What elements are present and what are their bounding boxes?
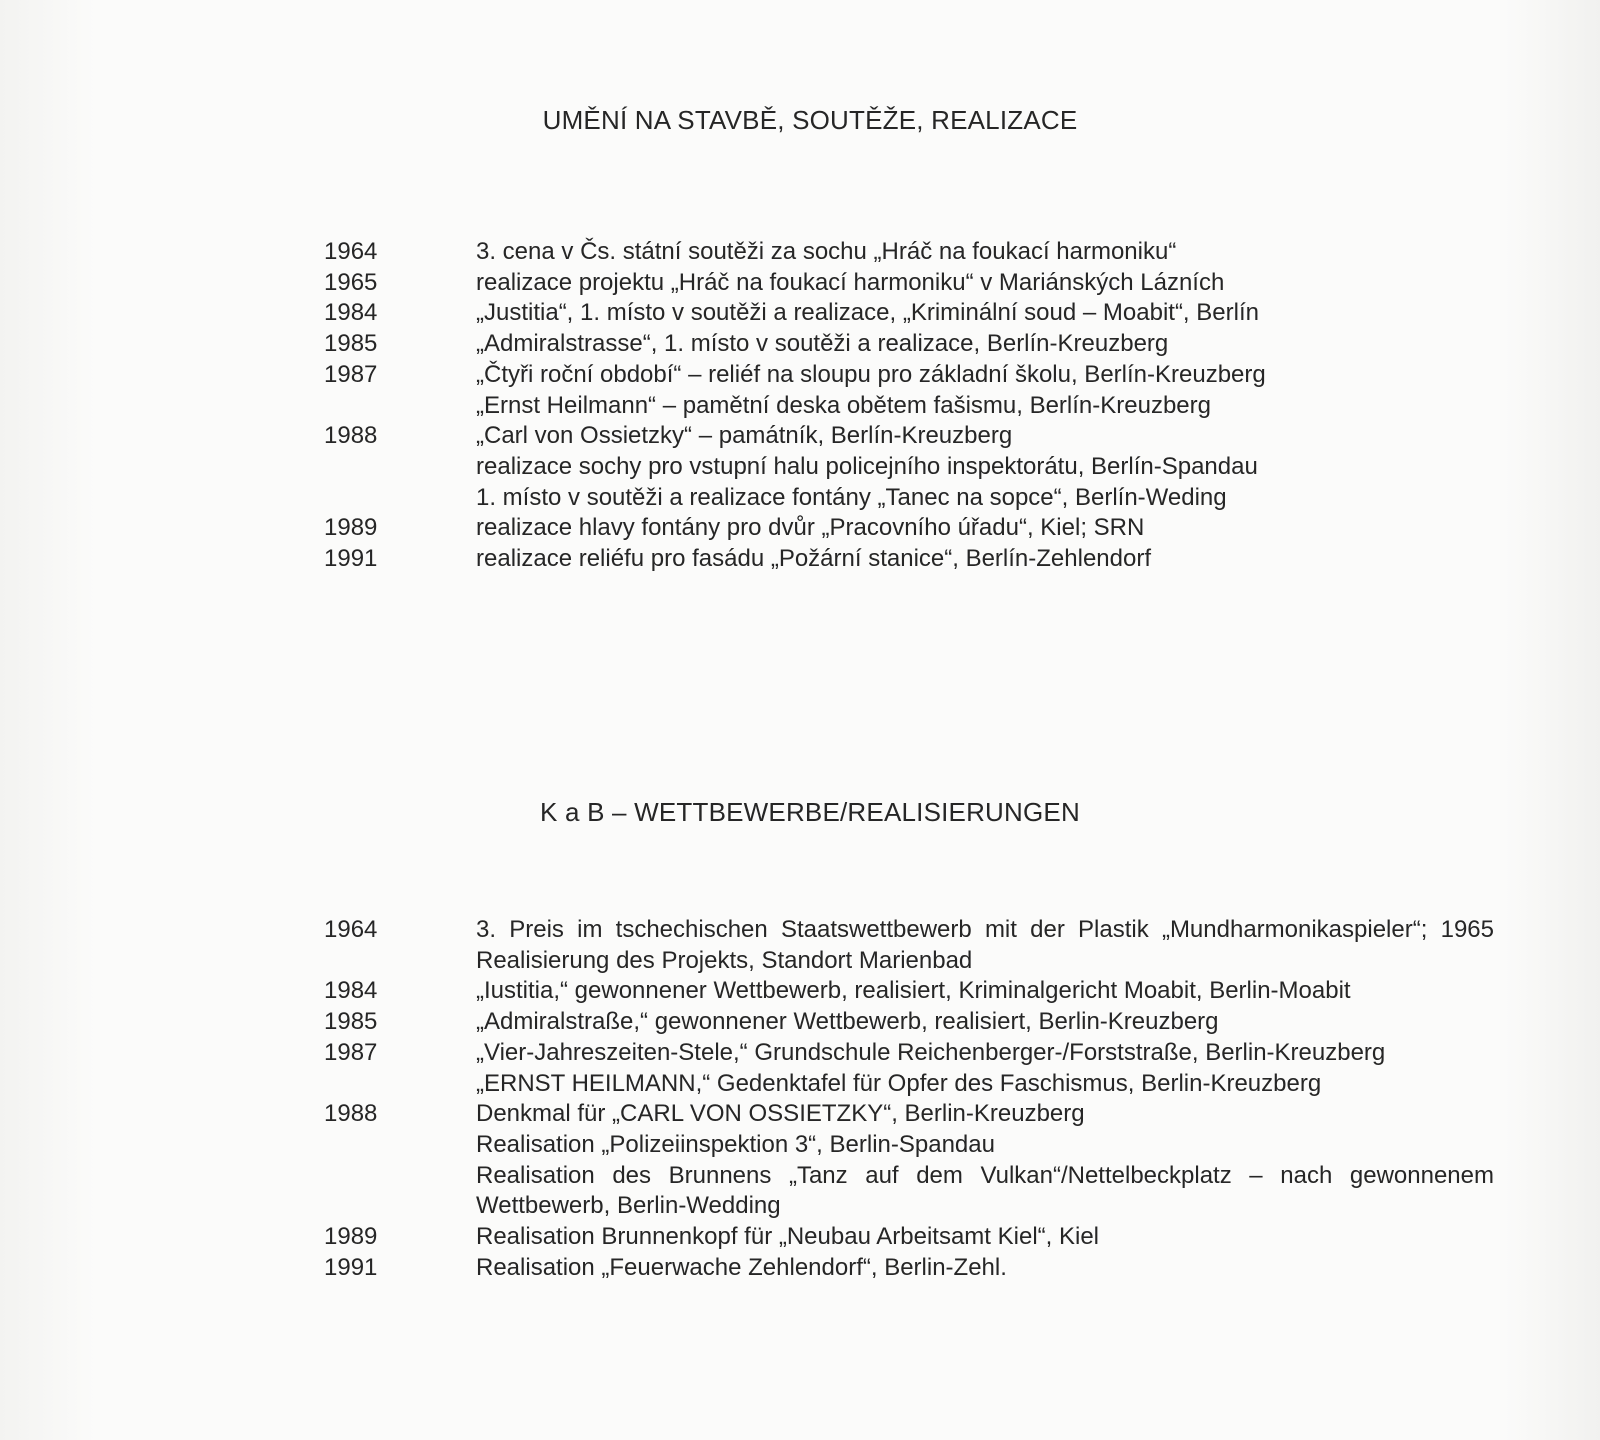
section-heading-czech: UMĚNÍ NA STAVBĚ, SOUTĚŽE, REALIZACE — [542, 105, 1078, 135]
entry-text: „Ernst Heilmann“ – pamětní deska obětem fašismu, Berlín-Kreuzberg — [476, 391, 1211, 419]
entry-text: realizace sochy pro vstupní halu policejního inspektorátu, Berlín-Spandau — [476, 452, 1258, 480]
entry-year: 1989 — [324, 1223, 378, 1251]
entry-year: 1989 — [324, 514, 378, 542]
entry-text: 1. místo v soutěži a realizace fontány „Tanec na sopce“, Berlín-Weding — [476, 483, 1227, 511]
entry-row — [324, 976, 1494, 1007]
section-heading-german: K a B – WETTBEWERBE/REALISIERUNGEN — [540, 797, 1080, 827]
entry-text: Realisation des Brunnens „Tanz auf dem Vulkan“/Nettelbeckplatz – nach gewonnenem Wettbewerb, Berlin-Wedding — [476, 1161, 1494, 1220]
entry-text: realizace reliéfu pro fasádu „Požární stanice“, Berlín-Zehlendorf — [476, 545, 1151, 573]
entry-year: 1991 — [324, 1253, 378, 1281]
entry-row — [324, 237, 1494, 268]
entry-text: „Vier-Jahreszeiten-Stele,“ Grundschule Reichenberger-/Forststraße, Berlin-Kreuzberg — [476, 1038, 1386, 1066]
entry-row — [324, 1130, 1494, 1161]
entry-row — [324, 329, 1494, 360]
entry-row — [324, 1099, 1494, 1130]
entry-text: „ERNST HEILMANN,“ Gedenktafel für Opfer des Faschismus, Berlin-Kreuzberg — [476, 1069, 1322, 1097]
entry-text: „Justitia“, 1. místo v soutěži a realizace, „Kriminální soud – Moabit“, Berlín — [476, 299, 1259, 327]
entry-row — [324, 1161, 1494, 1222]
entry-year: 1985 — [324, 1008, 378, 1036]
entry-text: „Iustitia,“ gewonnener Wettbewerb, realisiert, Kriminalgericht Moabit, Berlin-Moabit — [476, 977, 1351, 1005]
entry-row — [324, 513, 1494, 544]
entry-year: 1988 — [324, 1100, 378, 1128]
entry-text: „Admiralstraße,“ gewonnener Wettbewerb, realisiert, Berlin-Kreuzberg — [476, 1008, 1219, 1036]
entry-year: 1991 — [324, 545, 378, 573]
entry-text: Realisation „Polizeiinspektion 3“, Berlin-Spandau — [476, 1130, 995, 1158]
entry-row — [324, 915, 1494, 976]
entry-year: 1964 — [324, 916, 378, 943]
entry-text: Denkmal für „CARL VON OSSIETZKY“, Berlin-Kreuzberg — [476, 1100, 1085, 1128]
entry-row — [324, 1007, 1494, 1038]
entry-text: Realisation „Feuerwache Zehlendorf“, Berlin-Zehl. — [476, 1253, 1007, 1281]
entry-row — [324, 298, 1494, 329]
entry-row — [324, 360, 1494, 391]
entry-year: 1987 — [324, 360, 378, 388]
entry-text: 3. cena v Čs. státní soutěži za sochu „Hráč na foukací harmoniku“ — [476, 238, 1177, 265]
entry-text: realizace projektu „Hráč na foukací harmoniku“ v Mariánských Lázních — [476, 268, 1225, 296]
entry-row — [324, 452, 1494, 483]
entry-text: 3. Preis im tschechischen Staatswettbewerb mit der Plastik „Mundharmonikaspieler“; 1965 Realisierung des Projekts, Standort Marienbad — [476, 916, 1494, 974]
entry-list-czech — [324, 237, 1494, 575]
entry-text: „Admiralstrasse“, 1. místo v soutěži a realizace, Berlín-Kreuzberg — [476, 330, 1169, 358]
entry-year: 1985 — [324, 330, 378, 358]
entry-year: 1984 — [324, 977, 378, 1005]
entry-row — [324, 421, 1494, 452]
entry-row — [324, 1253, 1494, 1284]
entry-year: 1988 — [324, 422, 378, 450]
entry-row — [324, 1038, 1494, 1069]
entry-row — [324, 268, 1494, 299]
entry-year: 1984 — [324, 299, 378, 327]
entry-row — [324, 1222, 1494, 1253]
entry-year: 1965 — [324, 268, 378, 296]
entry-year: 1987 — [324, 1038, 378, 1066]
entry-year: 1964 — [324, 238, 378, 265]
entry-text: „Carl von Ossietzky“ – památník, Berlín-Kreuzberg — [476, 422, 1013, 450]
entry-row — [324, 483, 1494, 514]
entry-row — [324, 1069, 1494, 1100]
entry-text: „Čtyři roční období“ – reliéf na sloupu pro základní školu, Berlín-Kreuzberg — [476, 360, 1266, 388]
entry-text: realizace hlavy fontány pro dvůr „Pracovního úřadu“, Kiel; SRN — [476, 514, 1145, 542]
entry-text: Realisation Brunnenkopf für „Neubau Arbeitsamt Kiel“, Kiel — [476, 1223, 1099, 1251]
entry-row — [324, 391, 1494, 422]
entry-list-german — [324, 915, 1494, 1283]
entry-row — [324, 544, 1494, 575]
